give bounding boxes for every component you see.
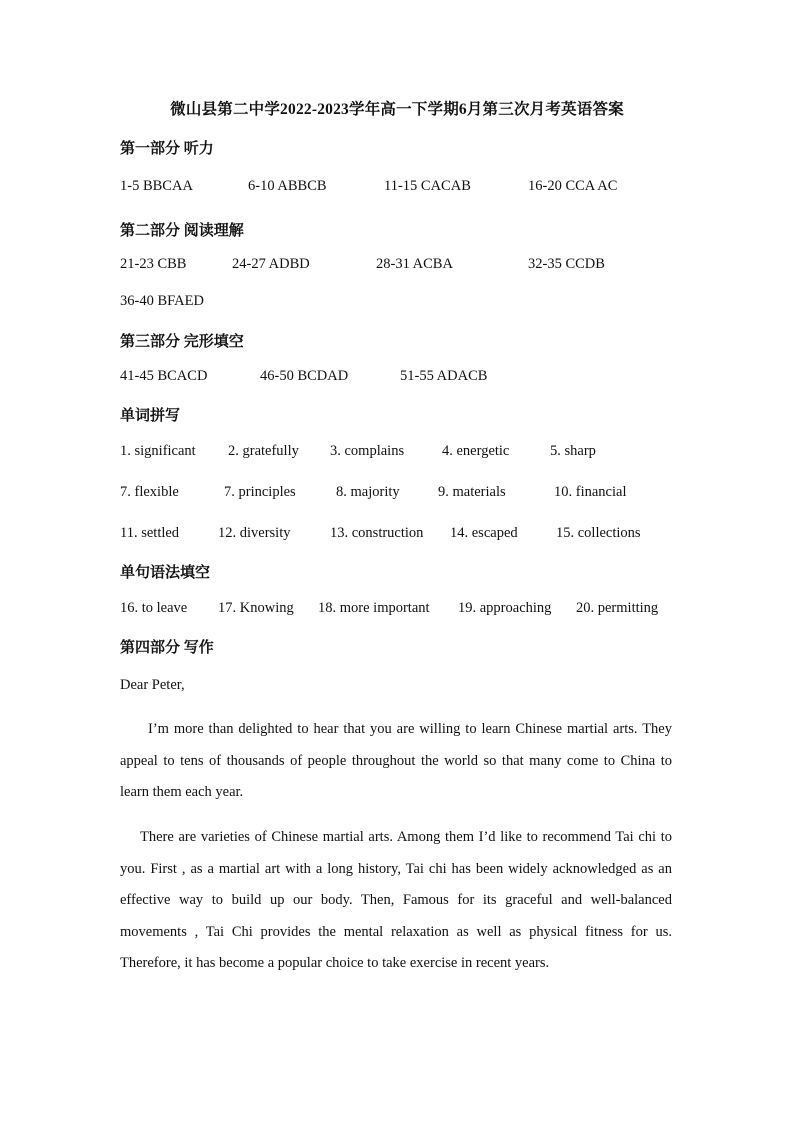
section-heading-spelling: 单词拼写 [120,408,181,424]
answer-item: 20. permitting [576,600,659,616]
answer-group: 32-35 CCDB [528,256,605,272]
answer-item: 10. financial [554,484,627,500]
answer-item: 2. gratefully [228,443,299,459]
answer-item: 11. settled [120,525,180,541]
answer-group: 51-55 ADACB [400,368,488,384]
answer-item: 14. escaped [450,525,518,541]
section-heading-writing: 第四部分 写作 [120,640,214,656]
answer-item: 12. diversity [218,525,291,541]
letter-greeting: Dear Peter, [120,677,185,693]
answer-group: 16-20 CCA AC [528,178,618,194]
answer-group: 28-31 ACBA [376,256,453,272]
answer-item: 17. Knowing [218,600,294,616]
answer-item: 15. collections [556,525,641,541]
section-heading-cloze: 第三部分 完形填空 [120,334,244,350]
section-heading-grammar: 单句语法填空 [120,565,211,581]
answer-item: 9. materials [438,484,506,500]
answer-item: 7. flexible [120,484,179,500]
page-title: 微山县第二中学2022-2023学年高一下学期6月第三次月考英语答案 [170,101,624,118]
answer-item: 5. sharp [550,443,596,459]
answer-item: 7. principles [224,484,296,500]
answer-group: 6-10 ABBCB [248,178,327,194]
answer-group: 24-27 ADBD [232,256,310,272]
answer-item: 19. approaching [458,600,552,616]
answer-group: 21-23 CBB [120,256,187,272]
letter-paragraph-2: There are varieties of Chinese martial arts. Among them I’d like to recommend Tai chi to you. First , as a martial art with a long history, Tai chi has been widely acknowledged as an effective way to build up our body. Then, Famous for its graceful and well-balanced movements , Tai Chi provides the mental relaxation as well as physical fitness for us. Therefore, it has become a popular choice to take exercise in recent years. [120,829,672,971]
answer-item: 18. more important [318,600,430,616]
answer-group: 11-15 CACAB [384,178,471,194]
answer-item: 3. complains [330,443,405,459]
answer-group: 41-45 BCACD [120,368,208,384]
answer-item: 4. energetic [442,443,510,459]
answer-group: 36-40 BFAED [120,293,204,309]
answer-group: 46-50 BCDAD [260,368,349,384]
answer-group: 1-5 BBCAA [120,178,193,194]
section-heading-reading: 第二部分 阅读理解 [120,223,244,239]
section-heading-listening: 第一部分 听力 [120,141,214,157]
answer-item: 13. construction [330,525,424,541]
letter-paragraph-1: I’m more than delighted to hear that you are willing to learn Chinese martial arts. They appeal to tens of thousands of people throughout the world so that many come to China to learn them each year. [120,721,672,800]
answer-item: 8. majority [336,484,400,500]
answer-item: 16. to leave [120,600,188,616]
answer-item: 1. significant [120,443,196,459]
